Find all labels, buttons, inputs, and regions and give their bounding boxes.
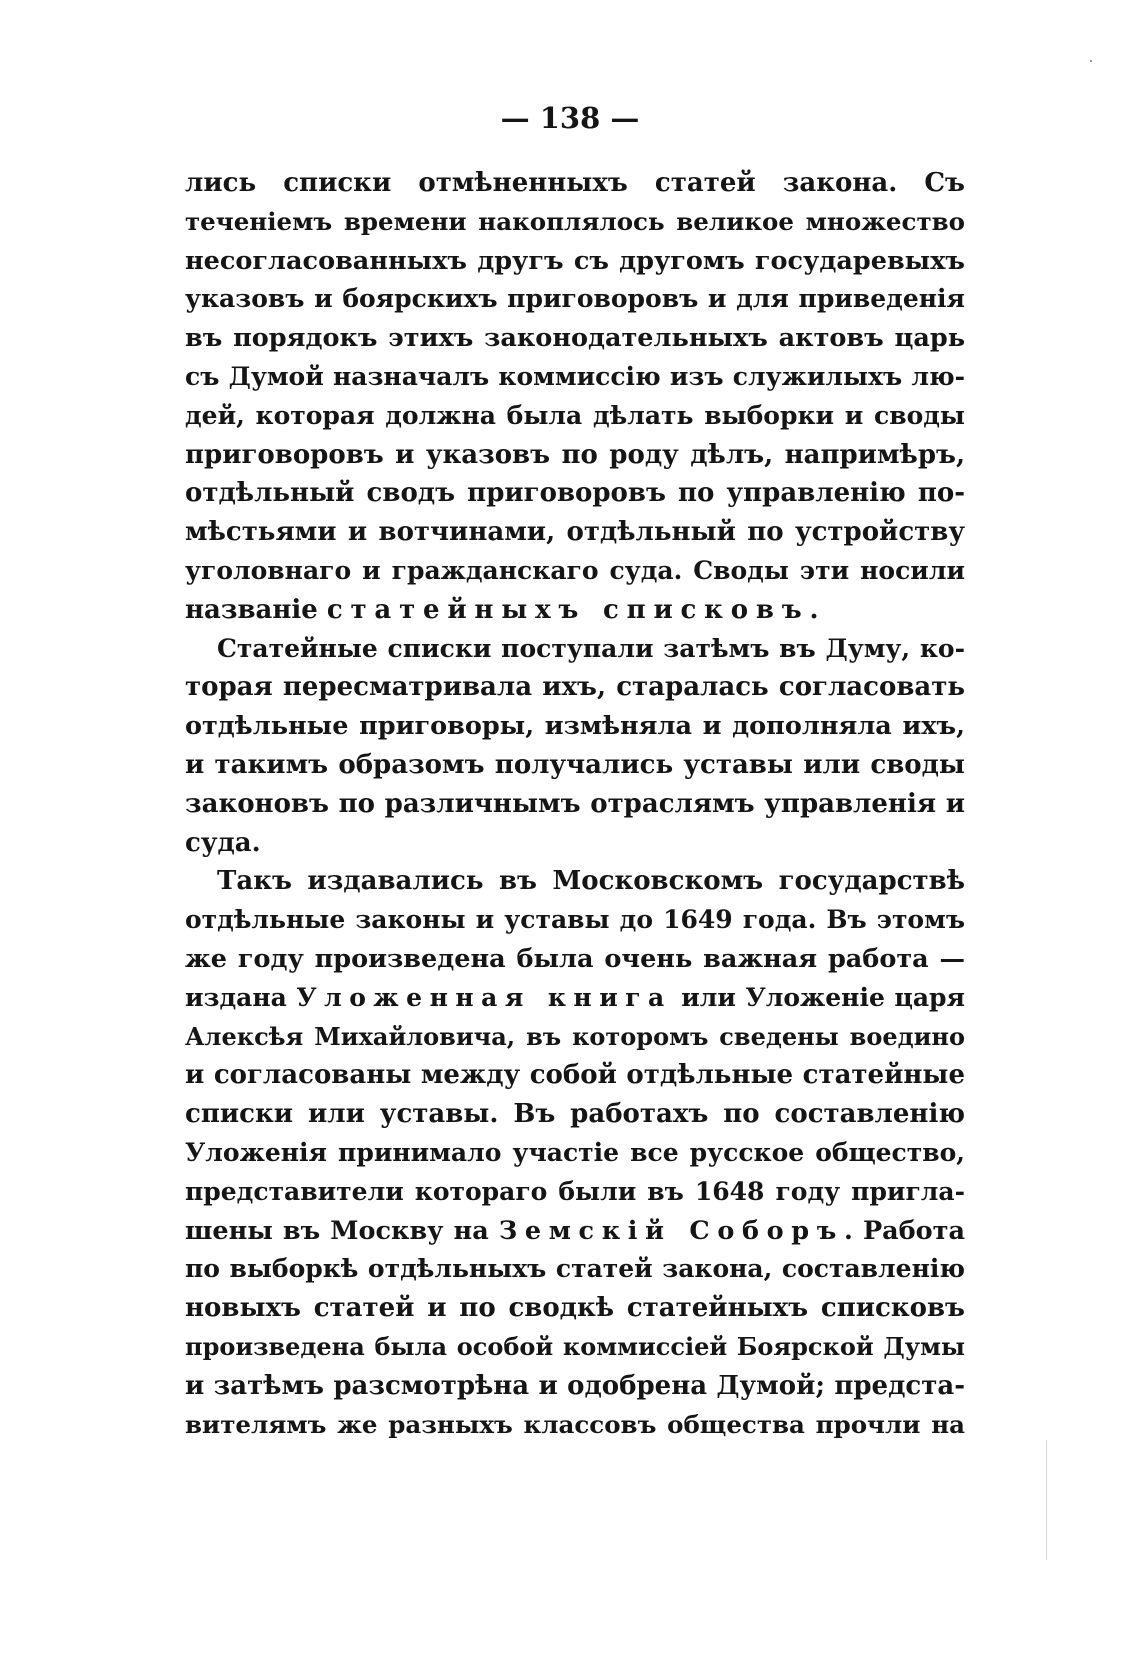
emphasized-term: статейныхъ списковъ — [326, 594, 810, 625]
text-line — [185, 979, 965, 1018]
text-segment: названіе — [185, 594, 327, 625]
text-segment: торая пересматривала ихъ, старалась согласовать — [185, 672, 965, 703]
text-line — [185, 397, 965, 436]
text-segment: съ Думой назначалъ коммиссію изъ служилыхъ лю- — [185, 361, 965, 391]
text-segment: и согласованы между собой отдѣльные статейные — [185, 1060, 965, 1091]
text-segment: произведена была особой коммиссіей Боярской Думы — [185, 1331, 965, 1361]
text-segment: и затѣмъ разсмотрѣна и одобрена Думой; предста- — [185, 1370, 965, 1401]
text-segment: законовъ по различнымъ отраслямъ управленія и — [185, 788, 965, 819]
text-line — [185, 436, 965, 475]
text-line — [185, 552, 965, 591]
text-segment: Такъ издавались въ Московскомъ государствѣ — [217, 866, 965, 897]
scan-edge-mark — [1046, 1440, 1047, 1560]
text-line — [185, 1289, 965, 1328]
text-line — [185, 591, 965, 630]
text-segment: Статейные списки поступали затѣмъ въ Думу, ко- — [217, 633, 965, 663]
text-line — [185, 1367, 965, 1406]
text-segment: отдѣльные законы и уставы до 1649 года. Въ этомъ — [185, 905, 965, 935]
text-segment: новыхъ статей и по сводкѣ статейныхъ списковъ — [185, 1293, 965, 1324]
text-segment: указовъ и боярскихъ приговоровъ и для приведенія — [185, 284, 965, 314]
text-segment: теченіемъ времени накоплялось великое множество — [185, 206, 965, 236]
text-line — [185, 785, 965, 824]
text-line — [185, 862, 965, 901]
text-line — [185, 940, 965, 979]
text-segment: суда. — [185, 827, 261, 858]
text-line — [185, 1018, 965, 1057]
paragraph — [185, 164, 965, 630]
text-segment: по выборкѣ отдѣльныхъ статей закона, составленію — [185, 1254, 965, 1284]
text-line — [185, 824, 965, 863]
emphasized-term: Уложенная книга — [296, 982, 672, 1012]
body-text — [185, 164, 965, 1444]
text-line — [185, 242, 965, 281]
text-segment: отдѣльный сводъ приговоровъ по управленію по- — [185, 478, 965, 509]
text-line — [185, 280, 965, 319]
text-line — [185, 630, 965, 669]
text-line — [185, 901, 965, 940]
text-segment: мѣстьями и вотчинами, отдѣльный по устройству — [185, 517, 965, 548]
text-segment: Уложенія принимало участіе все русское общество, — [185, 1137, 965, 1167]
scan-edge-mark — [1090, 60, 1092, 62]
text-line — [185, 319, 965, 358]
emphasized-term: Земскій Соборъ — [498, 1215, 844, 1246]
text-line — [185, 1328, 965, 1367]
text-segment: . — [809, 594, 819, 625]
text-segment: шены въ Москву на — [185, 1215, 499, 1246]
text-segment: списки или уставы. Въ работахъ по составленію — [185, 1099, 965, 1130]
text-line — [185, 746, 965, 785]
text-line — [185, 1250, 965, 1289]
text-segment: уголовнаго и гражданскаго суда. Своды эти носили — [185, 555, 965, 585]
text-segment: лись списки отмѣненныхъ статей закона. Съ — [185, 168, 965, 198]
text-line — [185, 1134, 965, 1173]
text-segment: приговоровъ и указовъ по роду дѣлъ, напримѣръ, — [185, 439, 965, 470]
text-segment: вителямъ же разныхъ классовъ общества прочли на — [185, 1409, 965, 1439]
text-segment: въ порядокъ этихъ законодательныхъ актовъ царь — [185, 323, 965, 354]
text-line — [185, 1212, 965, 1251]
page-number: — 138 — — [500, 101, 640, 135]
text-line — [185, 474, 965, 513]
text-segment: же году произведена была очень важная работа — — [185, 943, 965, 974]
text-line — [185, 358, 965, 397]
text-segment: представители котораго были въ 1648 году пригла- — [185, 1176, 965, 1206]
text-line — [185, 164, 965, 203]
paragraph — [185, 862, 965, 1444]
paragraph — [185, 630, 965, 863]
text-line — [185, 513, 965, 552]
text-segment: издана — [185, 982, 297, 1012]
text-segment: дей, которая должна была дѣлать выборки и своды — [185, 400, 965, 430]
text-line — [185, 668, 965, 707]
text-line — [185, 707, 965, 746]
text-line — [185, 203, 965, 242]
text-line — [185, 1095, 965, 1134]
text-line — [185, 1173, 965, 1212]
text-segment: несогласованныхъ другъ съ другомъ государевыхъ — [185, 245, 965, 276]
text-line — [185, 1056, 965, 1095]
text-segment: . Работа — [844, 1215, 965, 1246]
text-segment: и такимъ образомъ получались уставы или своды — [185, 749, 965, 780]
text-line — [185, 1406, 965, 1445]
text-segment: Алексѣя Михайловича, въ которомъ сведены воедино — [185, 1021, 965, 1051]
text-segment: отдѣльные приговоры, измѣняла и дополняла ихъ, — [185, 711, 965, 742]
text-segment: или Уложеніе царя — [671, 982, 965, 1012]
